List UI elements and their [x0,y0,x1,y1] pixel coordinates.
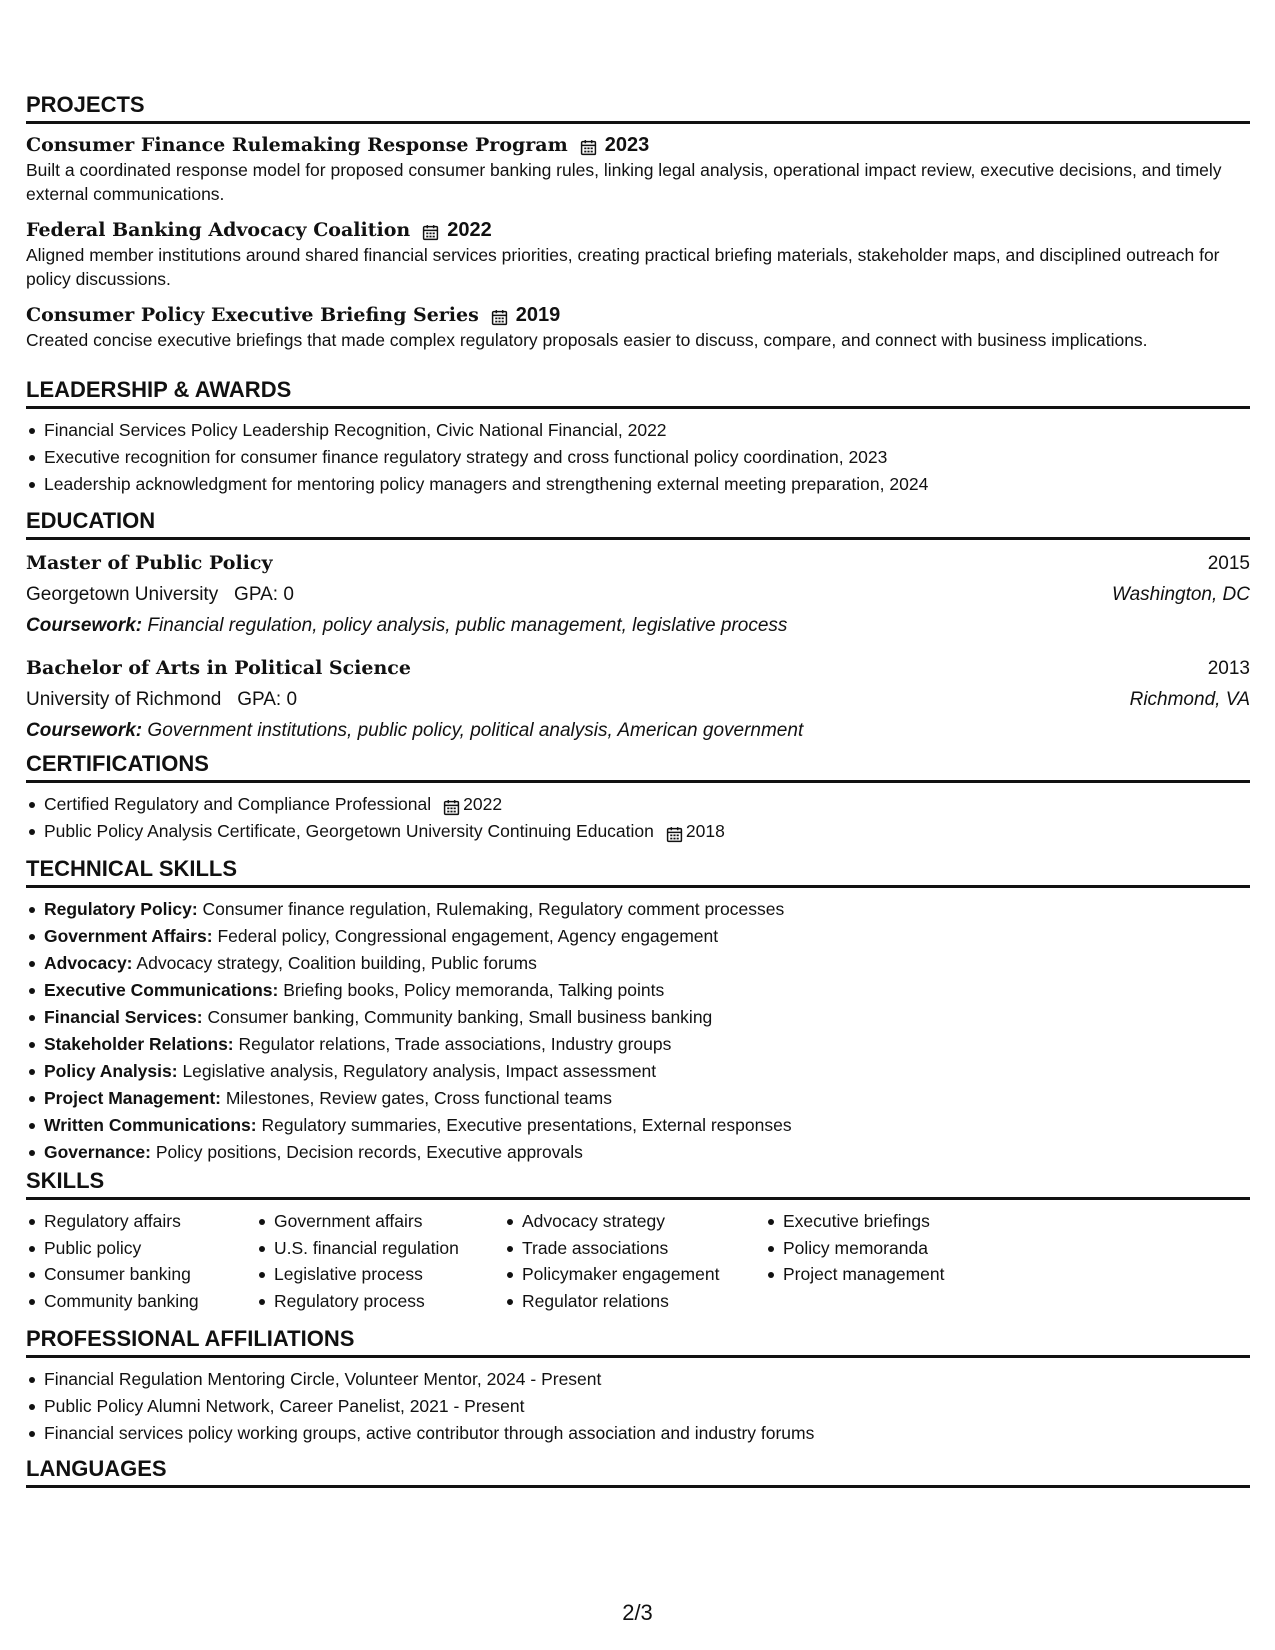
certification-name: Certified Regulatory and Compliance Professional [44,794,432,814]
project-header [26,302,1250,328]
skill-values: Regulatory summaries, Executive presentations, External responses [261,1115,792,1135]
skill-item: Executive briefings [783,1208,1023,1235]
coursework [26,610,1250,641]
graduation-year: 2015 [1207,553,1250,574]
technical-skill-item [44,950,1250,977]
education-section [26,508,1250,758]
coursework-label: Coursework: [26,720,143,741]
skill-item: Policy memoranda [783,1235,1023,1262]
coursework-list: Government institutions, public policy, political analysis, American government [147,720,804,741]
section-title: CERTIFICATIONS [26,751,1250,783]
leadership-list [26,417,1250,498]
project-name: Federal Banking Advocacy Coalition [26,219,411,241]
technical-skill-item [44,1085,1250,1112]
education-school-row [26,579,1250,610]
affiliations-section [26,1326,1250,1447]
calendar-icon [443,797,460,814]
skill-values: Consumer banking, Community banking, Small business banking [207,1007,713,1027]
calendar-icon [422,222,439,239]
calendar-icon [491,307,508,324]
school-location: Washington, DC [1112,584,1250,605]
school-info [26,579,294,610]
technical-skill-item [44,1112,1250,1139]
leadership-section [26,377,1250,498]
technical-skills-section [26,856,1250,1166]
school-name: Georgetown University [26,584,219,605]
section-title: TECHNICAL SKILLS [26,856,1250,888]
skill-item: Public policy [44,1235,256,1262]
education-header [26,548,1250,579]
education-item [26,653,1250,746]
skill-values: Consumer finance regulation, Rulemaking, Regulatory comment processes [202,899,785,919]
skill-item: U.S. financial regulation [274,1235,504,1262]
skill-category: Stakeholder Relations: [44,1034,234,1054]
certifications-list [26,791,1250,845]
project-description: Built a coordinated response model for proposed consumer banking rules, linking legal analysis, operational impact review, executive decisions, and timely external communications. [26,160,1222,204]
school-info [26,684,297,715]
skill-item: Regulator relations [522,1288,765,1315]
skill-item: Policymaker engagement [522,1261,765,1288]
calendar-icon [666,824,683,841]
skill-values: Milestones, Review gates, Cross functional teams [225,1088,612,1108]
skill-category: Financial Services: [44,1007,203,1027]
project-year: 2019 [515,304,561,326]
projects-list [26,132,1250,352]
award-item: Leadership acknowledgment for mentoring policy managers and strengthening external meeting preparation, 2024 [44,471,1250,498]
project-year: 2022 [447,219,492,241]
award-item: Executive recognition for consumer finance regulatory strategy and cross functional policy coordination, 2023 [44,444,1250,471]
certification-item [44,791,1250,818]
skill-category: Government Affairs: [44,926,213,946]
technical-skill-item [44,1031,1250,1058]
school-name: University of Richmond [26,689,222,710]
education-header [26,653,1250,684]
certification-year: 2022 [463,794,503,814]
affiliation-item: Financial Regulation Mentoring Circle, Volunteer Mentor, 2024 - Present [44,1366,1250,1393]
skills-columns [26,1208,1250,1314]
project-item [26,302,1250,352]
coursework-list: Financial regulation, policy analysis, public management, legislative process [147,615,788,636]
section-title: LEADERSHIP & AWARDS [26,377,1250,409]
project-header [26,132,1250,158]
project-item [26,132,1250,206]
project-description: Created concise executive briefings that made complex regulatory proposals easier to discuss, compare, and connect with business implications. [26,330,1148,350]
certification-year: 2018 [685,821,725,841]
section-title: LANGUAGES [26,1456,1250,1488]
section-title: SKILLS [26,1168,1250,1200]
project-description: Aligned member institutions around shared financial services priorities, creating practical briefing materials, stakeholder maps, and disciplined outreach for policy discussions. [26,245,1220,289]
technical-skill-item [44,1139,1250,1166]
affiliation-item: Public Policy Alumni Network, Career Panelist, 2021 - Present [44,1393,1250,1420]
section-title: PROJECTS [26,92,1250,124]
skill-item: Regulatory affairs [44,1208,256,1235]
degree: Master of Public Policy [26,552,273,574]
skill-category: Regulatory Policy: [44,899,198,919]
skill-category: Project Management: [44,1088,221,1108]
skills-column [26,1208,256,1314]
skill-values: Advocacy strategy, Coalition building, Public forums [136,953,537,973]
technical-skill-item [44,923,1250,950]
skill-category: Written Communications: [44,1115,257,1135]
skill-item: Trade associations [522,1235,765,1262]
technical-skill-item [44,896,1250,923]
skill-item: Advocacy strategy [522,1208,765,1235]
section-title: EDUCATION [26,508,1250,540]
education-school-row [26,684,1250,715]
skill-item: Project management [783,1261,1023,1288]
coursework [26,715,1250,746]
school-location: Richmond, VA [1129,689,1250,710]
skill-category: Policy Analysis: [44,1061,178,1081]
certifications-section [26,751,1250,845]
skill-values: Federal policy, Congressional engagement, Agency engagement [217,926,719,946]
languages-section [26,1456,1250,1496]
skills-column [765,1208,1023,1314]
graduation-year: 2013 [1207,658,1250,679]
skill-values: Regulator relations, Trade associations, Industry groups [238,1034,672,1054]
page-number: 2/3 [622,1600,653,1625]
certification-name: Public Policy Analysis Certificate, Georgetown University Continuing Education [44,821,654,841]
affiliations-list [26,1366,1250,1447]
certification-item [44,818,1250,845]
skill-item: Community banking [44,1288,256,1315]
skill-values: Legislative analysis, Regulatory analysis, Impact assessment [182,1061,657,1081]
calendar-icon [580,137,597,154]
coursework-label: Coursework: [26,615,143,636]
project-name: Consumer Policy Executive Briefing Series [26,304,479,326]
skills-section [26,1168,1250,1314]
education-item [26,548,1250,641]
technical-skill-item [44,1004,1250,1031]
projects-section [26,92,1250,363]
degree: Bachelor of Arts in Political Science [26,657,411,679]
section-title: PROFESSIONAL AFFILIATIONS [26,1326,1250,1358]
skill-category: Governance: [44,1142,151,1162]
gpa: GPA: 0 [234,584,294,605]
skill-values: Policy positions, Decision records, Executive approvals [155,1142,583,1162]
gpa: GPA: 0 [237,689,298,710]
technical-skill-item [44,1058,1250,1085]
project-header [26,217,1250,243]
education-list [26,548,1250,746]
skill-category: Advocacy: [44,953,133,973]
affiliation-item: Financial services policy working groups, active contributor through association and industry forums [44,1420,1250,1447]
project-item [26,217,1250,291]
skill-category: Executive Communications: [44,980,279,1000]
skill-item: Government affairs [274,1208,504,1235]
skill-item: Legislative process [274,1261,504,1288]
project-name: Consumer Finance Rulemaking Response Program [26,134,568,156]
skill-values: Briefing books, Policy memoranda, Talking points [283,980,665,1000]
skill-item: Regulatory process [274,1288,504,1315]
skills-column [504,1208,765,1314]
skills-column [256,1208,504,1314]
technical-skill-item [44,977,1250,1004]
skill-item: Consumer banking [44,1261,256,1288]
project-year: 2023 [604,134,650,156]
award-item: Financial Services Policy Leadership Recognition, Civic National Financial, 2022 [44,417,1250,444]
technical-skills-list [26,896,1250,1166]
